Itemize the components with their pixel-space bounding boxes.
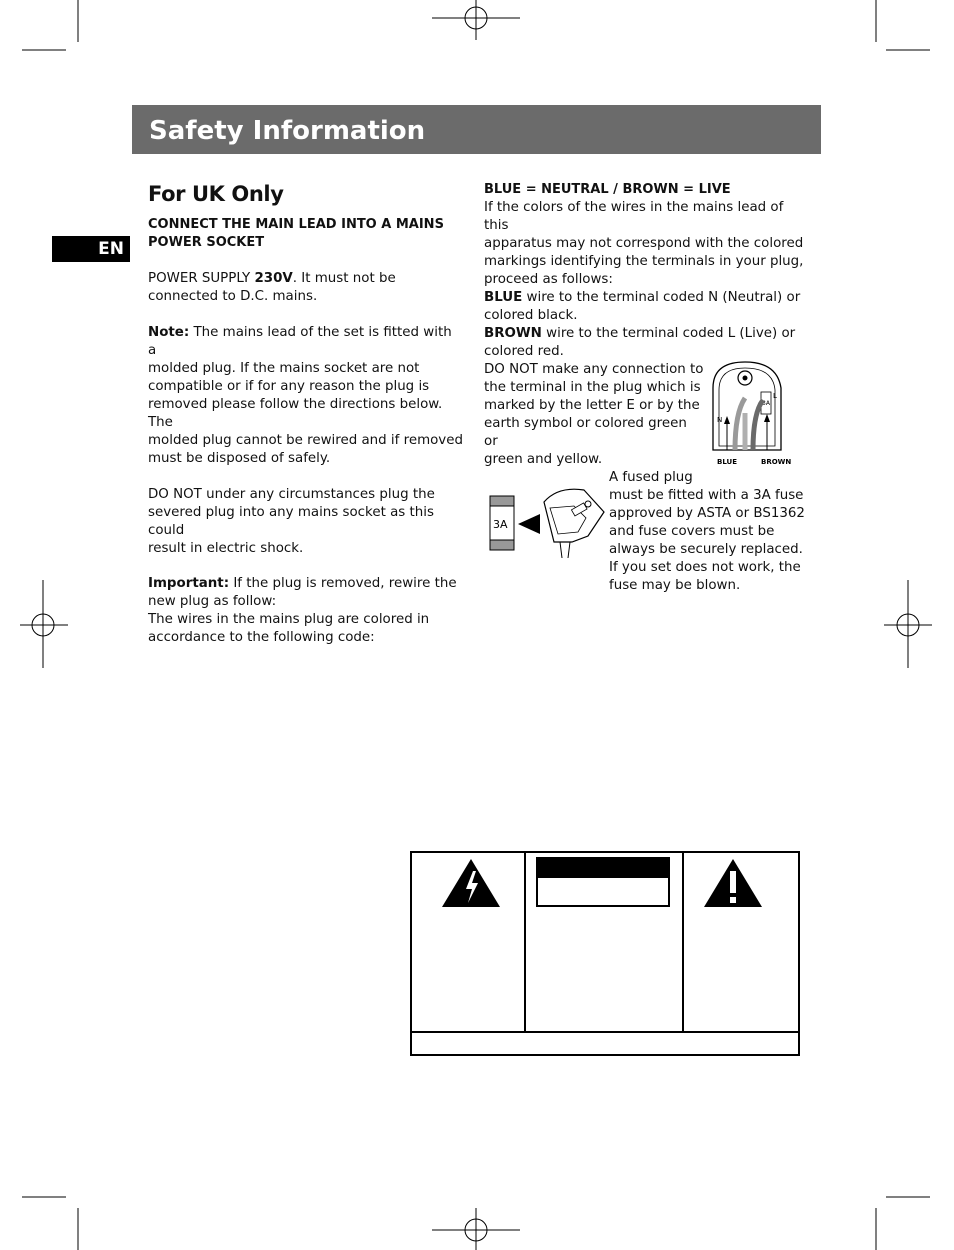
terminal-n-label: N — [717, 416, 723, 424]
important-line: accordance to the following code: — [148, 630, 375, 645]
earth-line: earth symbol or colored green or — [484, 416, 687, 449]
connect-heading-line2: POWER SOCKET — [148, 235, 265, 250]
fused-plug-diagram — [488, 484, 610, 562]
section-title: For UK Only — [148, 182, 284, 206]
important-line: The wires in the mains plug are colored in — [148, 612, 430, 627]
fuse-line: always be securely replaced. — [609, 542, 803, 557]
earth-warning-text — [484, 361, 704, 469]
exclamation-warning-icon — [702, 857, 764, 909]
donot-line: result in electric shock. — [148, 541, 304, 556]
left-column — [148, 216, 464, 647]
note-line: compatible or if for any reason the plug is — [148, 379, 430, 394]
caution-label-header — [538, 859, 668, 878]
plug-wiring-diagram — [705, 358, 801, 470]
power-supply-line1: POWER SUPPLY 230V. It must not be — [148, 271, 396, 286]
earth-line: marked by the letter E or by the — [484, 398, 700, 413]
brown-wire-label: BROWN — [761, 458, 792, 466]
earth-line: the terminal in the plug which is — [484, 380, 701, 395]
lightning-warning-icon — [440, 857, 502, 909]
page-title: Safety Information — [149, 116, 426, 146]
intro-line: markings identifying the terminals in your plug, — [484, 254, 804, 269]
blue-wire-line1: BLUE wire to the terminal coded N (Neutral) or — [484, 290, 801, 305]
note-line: removed please follow the directions below. The — [148, 397, 443, 430]
donot-line: DO NOT under any circumstances plug the — [148, 487, 435, 502]
important-line-0: Important: If the plug is removed, rewire the — [148, 576, 457, 591]
terminal-l-label: L — [773, 392, 777, 400]
blue-wire-line2: colored black. — [484, 308, 578, 323]
fuse-line: and fuse covers must be — [609, 524, 775, 539]
donot-line: severed plug into any mains socket as this could — [148, 505, 434, 538]
note-line: molded plug cannot be rewired and if removed — [148, 433, 463, 448]
fuse-line: approved by ASTA or BS1362 — [609, 506, 805, 521]
fuse-line: If you set does not work, the — [609, 560, 801, 575]
note-line: must be disposed of safely. — [148, 451, 331, 466]
intro-line: apparatus may not correspond with the colored — [484, 236, 804, 251]
fuse-text — [609, 469, 809, 595]
important-line: new plug as follow: — [148, 594, 277, 609]
fuse-line: A fused plug — [609, 470, 693, 485]
fuse-line: fuse may be blown. — [609, 578, 741, 593]
earth-line: green and yellow. — [484, 452, 603, 467]
blue-wire-label: BLUE — [717, 458, 738, 466]
intro-line: If the colors of the wires in the mains lead of this — [484, 200, 784, 233]
earth-line: DO NOT make any connection to — [484, 362, 704, 377]
brown-wire-line1: BROWN wire to the terminal coded L (Live) or — [484, 326, 796, 341]
note-line: molded plug. If the mains socket are not — [148, 361, 420, 376]
caution-label-box — [536, 857, 670, 907]
plug-fuse-label: 3A — [762, 400, 770, 407]
note-line-0: Note: The mains lead of the set is fitted with a — [148, 325, 452, 358]
brown-wire-line2: colored red. — [484, 344, 564, 359]
fuse-box-label: 3A — [493, 518, 508, 531]
right-column — [484, 181, 804, 361]
wire-code-heading: BLUE = NEUTRAL / BROWN = LIVE — [484, 182, 731, 197]
power-supply-line2: connected to D.C. mains. — [148, 289, 318, 304]
intro-line: proceed as follows: — [484, 272, 613, 287]
fuse-line: must be fitted with a 3A fuse — [609, 488, 804, 503]
language-tab: EN — [52, 236, 130, 262]
connect-heading-line1: CONNECT THE MAIN LEAD INTO A MAINS — [148, 217, 444, 232]
